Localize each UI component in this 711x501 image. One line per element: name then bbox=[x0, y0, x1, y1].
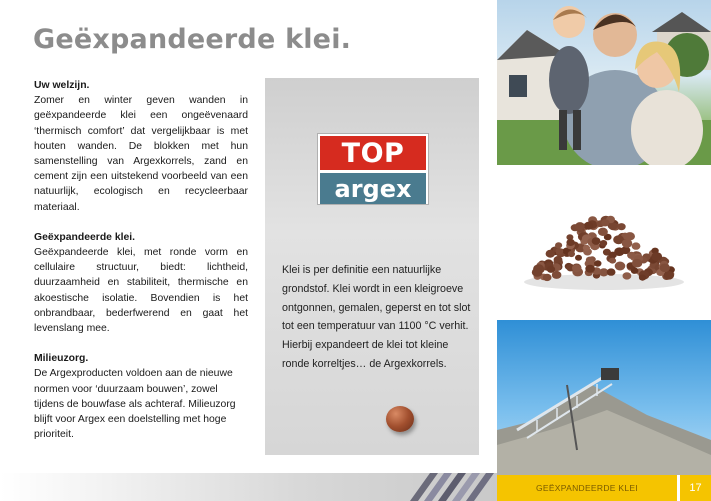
page-number: 17 bbox=[680, 475, 711, 501]
section-text: Zomer en winter geven wanden in geëxpandeerde klei een ongeëvenaard ‘thermisch comfort’ dat vergelijkbaar is met houten wanden. De blokken met hun samenstelling van Argexkorrels, zand en cement zijn een uitstekend voorbeeld van een natuurlijk, ecologisch en recycleerbaar materiaal. bbox=[34, 95, 248, 213]
section-welzijn bbox=[34, 78, 248, 215]
info-panel bbox=[265, 78, 479, 455]
section-heading: Geëxpandeerde klei. bbox=[34, 231, 136, 243]
clay-pebbles-photo bbox=[497, 170, 711, 314]
panel-description: Klei is per definitie een natuurlijke grondstof. Klei wordt in een kleigroeve ontgonnen, gemalen, geperst en tot slot tot een temperatuur van 1100 °C verhit. Hierbij expandeert de klei tot kleine ronde korreltjes… de Argexkorrels. bbox=[282, 264, 471, 370]
logo-top-text: TOP bbox=[320, 136, 426, 170]
section-heading: Milieuzorg. bbox=[34, 353, 89, 365]
decorative-stripes bbox=[380, 473, 497, 501]
section-geexpandeerde-klei bbox=[34, 230, 248, 336]
top-argex-logo bbox=[317, 133, 429, 205]
section-text: De Argexproducten voldoen aan de nieuwe normen voor ‘duurzaam bouwen’, zowel tijdens de bouwfase als achteraf. Milieuzorg blijft voor Argex een doelstelling met hoge prioriteit. bbox=[34, 368, 236, 441]
footer-section-label: GEËXPANDEERDE KLEI bbox=[497, 475, 677, 501]
section-heading: Uw welzijn. bbox=[34, 80, 90, 91]
page-title: Geëxpandeerde klei. bbox=[33, 24, 352, 55]
family-photo bbox=[497, 0, 711, 165]
gravel-conveyor-photo bbox=[497, 320, 711, 475]
logo-bottom-text: argex bbox=[320, 173, 426, 204]
section-milieuzorg bbox=[34, 351, 248, 442]
clay-pebble-image bbox=[386, 406, 414, 432]
section-text: Geëxpandeerde klei, met ronde vorm en cellulaire structuur, biedt: lichtheid, duurzaamheid en stabiliteit, thermische en akoestische isolatie. Bovendien is het onbrandbaar, bederfwerend en gaat het levenslang mee. bbox=[34, 247, 248, 335]
body-text-column bbox=[34, 78, 248, 457]
